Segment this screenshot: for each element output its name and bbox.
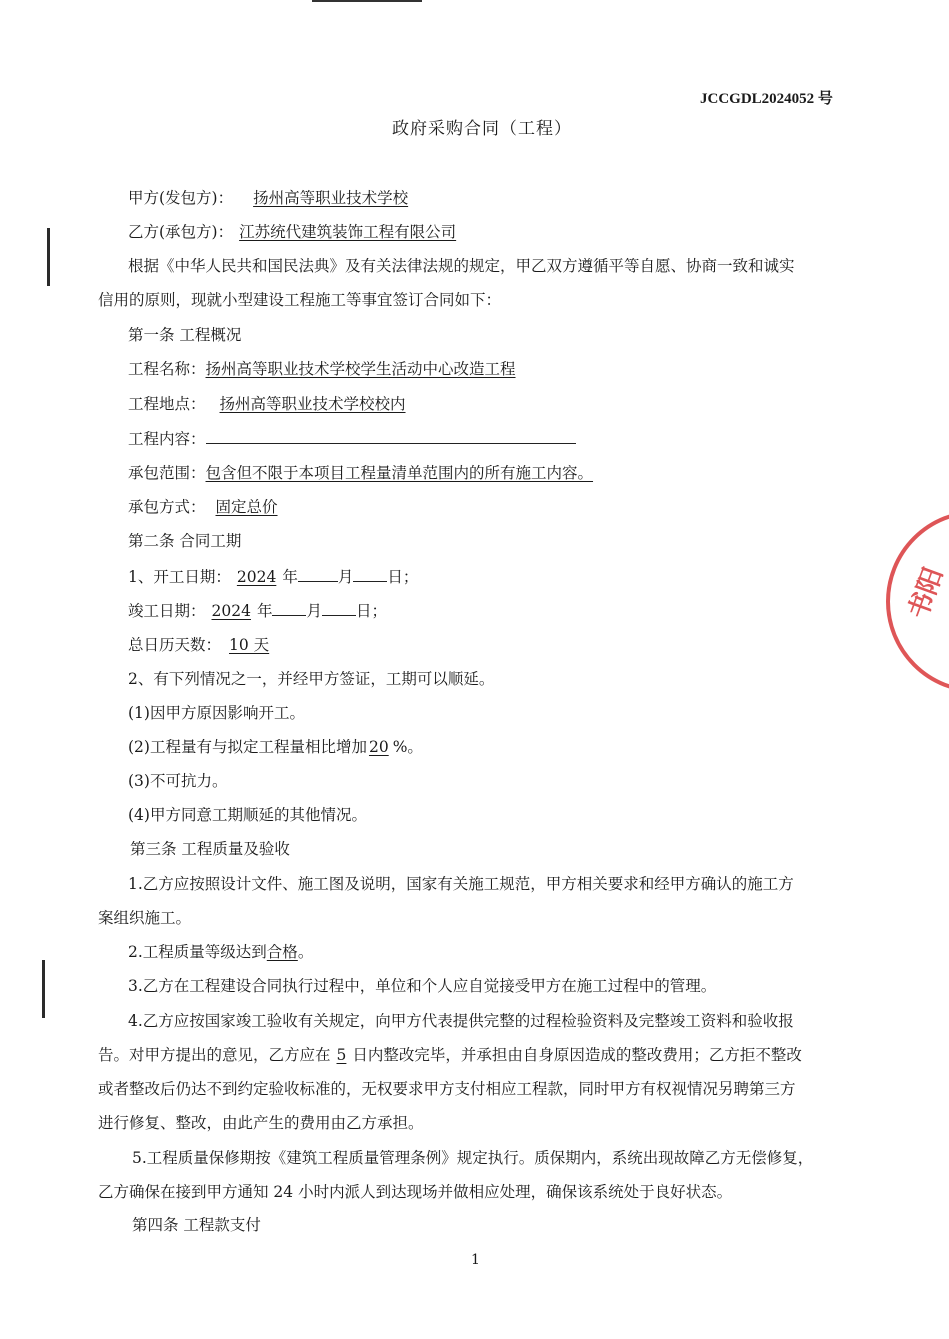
- project-name-value: 扬州高等职业技术学校学生活动中心改造工程: [205, 360, 516, 378]
- party-b-value: 江苏统代建筑装饰工程有限公司: [239, 223, 457, 241]
- contract-scope-value: 包含但不限于本项目工程量清单范围内的所有施工内容。: [205, 464, 594, 482]
- quality-p4-line-1: 4.乙方应按国家竣工验收有关规定，向甲方代表提供完整的过程检验资料及完整竣工资料和验收报: [128, 1012, 794, 1030]
- extension-item-2: [128, 737, 423, 757]
- start-day-char: 日；: [387, 568, 419, 586]
- official-seal: [886, 510, 949, 693]
- project-name-line: [128, 359, 516, 379]
- start-date-line: [128, 566, 418, 587]
- page-number: 1: [471, 1252, 480, 1268]
- extension-item-1: (1)因甲方原因影响开工。: [128, 704, 305, 722]
- quality-p5-line-1: 5.工程质量保修期按《建筑工程质量管理条例》规定执行。质保期内，系统出现故障乙方无偿修复，: [132, 1149, 814, 1167]
- contract-mode-value: 固定总价: [215, 498, 278, 516]
- total-days-value: 10 天: [229, 636, 270, 654]
- scan-mark: [312, 0, 422, 2]
- article-3-heading: 第三条 工程质量及验收: [130, 840, 290, 858]
- quality-p1-line-2: 案组织施工。: [98, 909, 192, 927]
- article-4-heading: 第四条 工程款支付: [132, 1216, 261, 1234]
- quality-p2: [128, 942, 313, 962]
- preamble-line-1: 根据《中华人民共和国民法典》及有关法律法规的规定，甲乙双方遵循平等自愿、协商一致和诚实: [128, 257, 795, 275]
- extension-item-2-prefix: (2)工程量有与拟定工程量相比增加: [128, 738, 367, 756]
- total-days-line: [128, 635, 295, 655]
- extension-item-3: (3)不可抗力。: [128, 772, 228, 790]
- quality-grade: 合格: [266, 943, 298, 961]
- party-b-line: [128, 222, 464, 242]
- completion-month-blank: [272, 600, 306, 616]
- contract-mode-label: 承包方式：: [128, 498, 206, 516]
- contract-number: JCCGDL2024052 号: [700, 91, 833, 107]
- article-2-heading: 第二条 合同工期: [128, 532, 242, 550]
- contract-scope-line: [128, 463, 593, 483]
- completion-day-char: 日；: [356, 602, 388, 620]
- extension-item-4: (4)甲方同意工期顺延的其他情况。: [128, 806, 367, 824]
- start-month-char: 月: [337, 568, 354, 586]
- completion-year: 2024: [211, 602, 251, 620]
- completion-month-char: 月: [306, 602, 322, 620]
- party-a-label: 甲方(发包方)：: [128, 189, 234, 207]
- quality-p1-line-1: 1.乙方应按照设计文件、施工图及说明，国家有关施工规范，甲方相关要求和经甲方确认的施工方: [128, 875, 794, 893]
- quality-p4-line-2-prefix: 告。对甲方提出的意见，乙方应在: [98, 1046, 331, 1064]
- article-1-heading: 第一条 工程概况: [128, 326, 242, 344]
- quality-p2-suffix: 。: [297, 943, 314, 961]
- quality-p5-line-2: 乙方确保在接到甲方通知 24 小时内派人到达现场并做相应处理，确保该系统处于良好状态。: [98, 1183, 733, 1201]
- start-month-blank: [298, 566, 338, 582]
- contract-scope-label: 承包范围：: [128, 464, 206, 482]
- total-days-label: 总日历天数：: [128, 636, 222, 654]
- extension-item-2-suffix: %。: [392, 738, 423, 756]
- party-b-label: 乙方(承包方)：: [128, 223, 234, 241]
- preamble-line-2: 信用的原则，现就小型建设工程施工等事宜签订合同如下：: [98, 291, 502, 309]
- contract-mode-line: [128, 497, 290, 517]
- binding-mark-bottom: [42, 960, 45, 1018]
- completion-date-line: [128, 600, 387, 621]
- start-year-char: 年: [282, 568, 298, 586]
- project-content-label: 工程内容：: [128, 430, 206, 448]
- document-title: 政府采购合同（工程）: [392, 119, 572, 139]
- quality-p2-prefix: 2.工程质量等级达到: [128, 943, 267, 961]
- start-date-label: 1、开工日期：: [128, 568, 231, 586]
- quality-p4-line-3: 或者整改后仍达不到约定验收标准的，无权要求甲方支付相应工程款，同时甲方有权视情况另聘第三方: [98, 1080, 796, 1098]
- seal-text: 书阳: [903, 563, 949, 623]
- completion-year-char: 年: [256, 602, 273, 620]
- project-location-label: 工程地点：: [128, 395, 206, 413]
- project-content-blank: [206, 428, 576, 444]
- project-location-line: [128, 394, 526, 414]
- party-a-value: 扬州高等职业技术学校: [253, 189, 409, 207]
- party-a-line: [128, 188, 444, 208]
- completion-date-label: 竣工日期：: [128, 602, 206, 620]
- project-name-label: 工程名称：: [128, 360, 206, 378]
- extension-item-2-value: 20: [368, 738, 389, 756]
- quality-p4-line-4: 进行修复、整改，由此产生的费用由乙方承担。: [98, 1114, 424, 1132]
- binding-mark-top: [47, 228, 50, 286]
- quality-p4-line-2-suffix: 日内整改完毕，并承担由自身原因造成的整改费用；乙方拒不整改: [352, 1046, 802, 1064]
- start-year: 2024: [236, 568, 277, 586]
- quality-p4-line-2: [98, 1045, 802, 1065]
- project-content-line: [128, 428, 576, 449]
- extension-line: 2、有下列情况之一，并经甲方签证，工期可以顺延。: [128, 670, 495, 688]
- project-location-value: 扬州高等职业技术学校校内: [219, 395, 406, 413]
- completion-day-blank: [322, 600, 356, 616]
- start-day-blank: [353, 566, 387, 582]
- rectification-days: 5: [336, 1046, 347, 1064]
- quality-p3: 3.乙方在工程建设合同执行过程中，单位和个人应自觉接受甲方在施工过程中的管理。: [128, 977, 717, 995]
